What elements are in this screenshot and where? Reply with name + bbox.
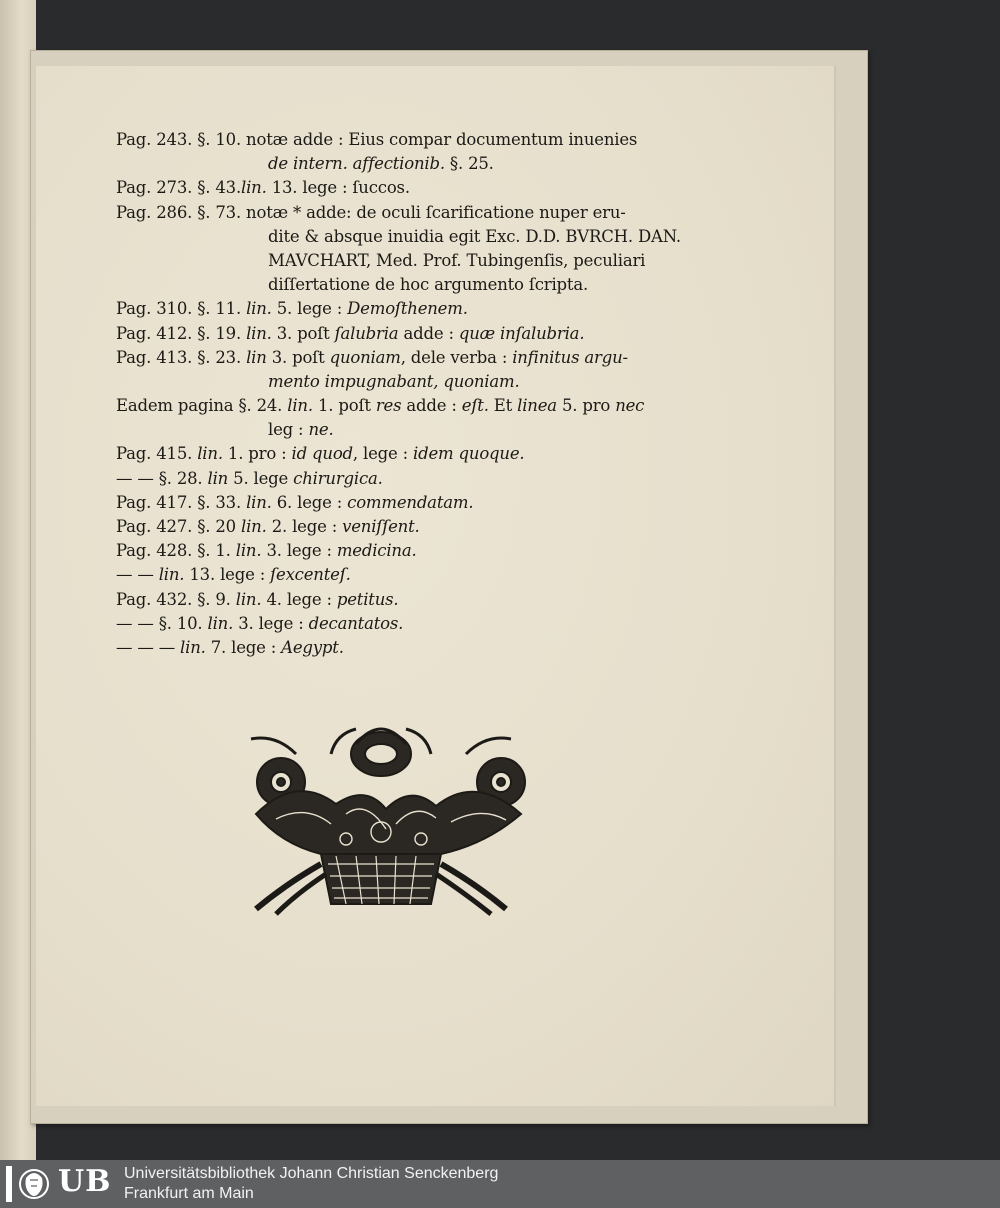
roman-text: Pag. 415.	[116, 444, 198, 464]
errata-list	[116, 128, 716, 660]
errata-line	[116, 322, 716, 346]
errata-line	[116, 539, 716, 563]
roman-text: 4. lege :	[261, 589, 337, 609]
italic-text: quæ inſalubria.	[458, 323, 585, 343]
italic-text: veniſſent.	[342, 517, 420, 536]
italic-text: res	[375, 396, 402, 416]
errata-line	[116, 515, 716, 539]
italic-text: commendatam.	[347, 492, 474, 512]
roman-text: Pag. 243. §. 10. notæ adde : Eius compar documentum inuenies	[116, 130, 638, 149]
library-footer-bar	[0, 1160, 1000, 1208]
errata-line	[116, 370, 716, 394]
italic-text: lin.	[235, 589, 262, 609]
errata-line	[116, 176, 716, 200]
italic-text: de intern. affectionib.	[268, 154, 445, 174]
italic-text: chirurgica.	[293, 468, 383, 488]
italic-text: idem quoque.	[413, 444, 525, 464]
italic-text: lin	[246, 347, 267, 367]
italic-text: petitus.	[336, 589, 399, 609]
roman-text: 3. poſt	[266, 347, 330, 367]
italic-text: linea	[517, 396, 557, 416]
italic-text: infinitus argu-	[512, 347, 628, 367]
italic-text: lin	[207, 468, 229, 488]
roman-text: Pag. 432. §. 9.	[116, 589, 236, 609]
italic-text: mento impugnabant, quoniam.	[268, 371, 520, 391]
italic-text: decantatos.	[308, 613, 404, 633]
roman-text: 5. lege :	[271, 299, 348, 319]
roman-text: leg :	[268, 420, 309, 440]
italic-text: ſexcenteſ.	[270, 565, 351, 585]
roman-text: adde :	[401, 396, 462, 416]
italic-text: quoniam	[329, 347, 401, 367]
roman-text: Pag. 412. §. 19.	[116, 323, 247, 343]
roman-text: 13. lege : ſuccos.	[266, 178, 410, 198]
roman-text: §. 25.	[444, 154, 494, 174]
library-city: Frankfurt am Main	[124, 1185, 254, 1202]
errata-line	[116, 588, 716, 612]
errata-line	[116, 394, 716, 418]
roman-text: Et	[488, 396, 518, 416]
roman-text: Pag. 286. §. 73. notæ * adde: de oculi ſcarificatione nuper eru-	[116, 202, 626, 222]
roman-text: diſſertatione de hoc argumento ſcripta.	[268, 275, 589, 295]
library-name: Universitätsbibliothek Johann Christian Senckenberg	[124, 1165, 499, 1182]
italic-text: id quod	[291, 444, 353, 464]
roman-text: 3. poſt	[271, 323, 335, 343]
roman-text: Pag. 417. §. 33.	[116, 492, 247, 512]
italic-text: lin.	[241, 517, 267, 536]
roman-text: — — §. 28.	[116, 468, 208, 488]
errata-line	[116, 442, 716, 466]
italic-text: lin.	[241, 178, 267, 198]
flower-basket-vignette-icon	[236, 714, 536, 924]
roman-text: Pag. 413. §. 23.	[116, 347, 247, 367]
italic-text: lin.	[207, 613, 234, 633]
roman-text: 3. lege :	[261, 541, 337, 561]
errata-line	[116, 152, 716, 176]
italic-text: nec	[615, 396, 645, 416]
roman-text: dite & absque inuidia egit Exc. D.D. BVRCH. DAN.	[268, 226, 681, 246]
italic-text: lin.	[180, 637, 206, 657]
roman-text: 13. lege :	[184, 565, 271, 585]
errata-line	[116, 201, 716, 225]
italic-text: Aegypt.	[281, 637, 344, 657]
errata-line	[116, 273, 716, 297]
roman-text: Pag. 310. §. 11.	[116, 299, 247, 319]
errata-line	[116, 297, 716, 321]
errata-line	[116, 612, 716, 636]
roman-text: MAVCHART, Med. Prof. Tubingenſis, peculiari	[268, 250, 646, 270]
errata-line	[116, 128, 716, 152]
roman-text: 5. pro	[556, 396, 616, 416]
italic-text: lin.	[158, 565, 185, 585]
errata-line	[116, 636, 716, 660]
italic-text: medicina.	[336, 541, 417, 561]
roman-text: — — —	[116, 637, 181, 657]
roman-text: , lege :	[352, 444, 414, 464]
ub-logo-text: UB	[58, 1164, 112, 1199]
roman-text: 6. lege :	[271, 492, 348, 512]
roman-text: 1. pro :	[222, 444, 292, 464]
errata-line	[116, 346, 716, 370]
italic-text: Demoſthenem.	[347, 299, 468, 319]
roman-text: Pag. 427. §. 20	[116, 517, 242, 536]
italic-text: ſalubria	[334, 323, 399, 343]
italic-text: lin.	[246, 299, 272, 319]
roman-text: 1. poſt	[312, 396, 376, 416]
italic-text: eſt.	[461, 396, 489, 416]
italic-text: lin.	[235, 541, 262, 561]
roman-text: 5. lege	[228, 468, 294, 488]
errata-line	[116, 467, 716, 491]
roman-text: Eadem pagina §. 24.	[116, 396, 288, 416]
errata-line	[116, 225, 716, 249]
roman-text: 7. lege :	[205, 637, 282, 657]
italic-text: lin.	[246, 323, 272, 343]
roman-text: adde :	[398, 323, 459, 343]
italic-text: lin.	[197, 444, 223, 464]
roman-text: 2. lege :	[266, 517, 343, 536]
italic-text: lin.	[287, 396, 313, 416]
roman-text: , dele verba :	[400, 347, 513, 367]
errata-line	[116, 491, 716, 515]
errata-line	[116, 563, 716, 587]
errata-line	[116, 249, 716, 273]
roman-text: Pag. 273. §. 43.	[116, 178, 242, 198]
roman-text: Pag. 428. §. 1.	[116, 541, 236, 561]
roman-text: 3. lege :	[233, 613, 309, 633]
roman-text: — — §. 10.	[116, 613, 208, 633]
errata-line	[116, 418, 716, 442]
document-page	[36, 66, 836, 1106]
italic-text: lin.	[246, 492, 272, 512]
italic-text: ne.	[308, 420, 334, 440]
roman-text: — —	[116, 565, 159, 585]
